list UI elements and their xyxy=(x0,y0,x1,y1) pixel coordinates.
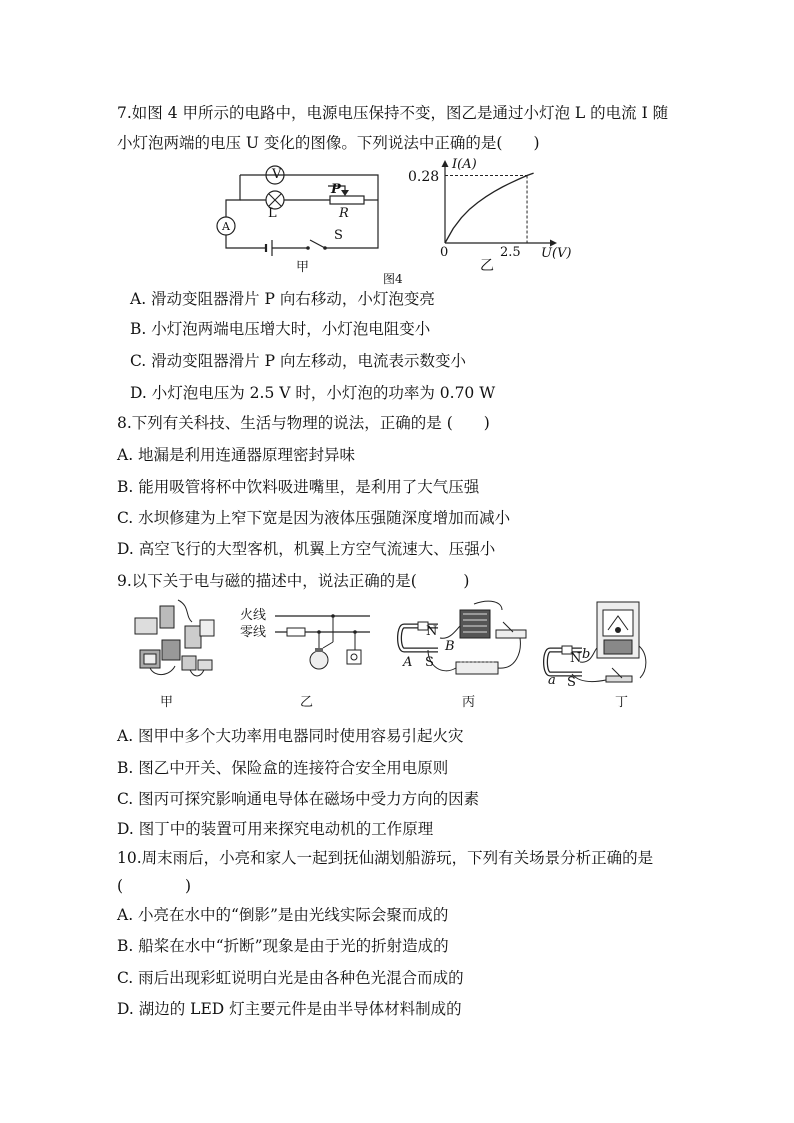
q7-option-b: B. 小灯泡两端电压增大时，小灯泡电阻变小 xyxy=(130,320,431,338)
y-axis-arrow xyxy=(442,160,449,167)
q9-caption-yi: 乙 xyxy=(300,695,314,710)
q9-caption-bing: 丙 xyxy=(462,695,476,710)
q10-stem-line1: 10.周末雨后，小亮和家人一起到抚仙湖划船游玩，下列有关场景分析正确的是 xyxy=(117,849,654,867)
graph-ylabel: I(A) xyxy=(452,157,477,172)
q8-option-a: A. 地漏是利用连通器原理密封异味 xyxy=(117,446,356,464)
q8-option-d: D. 高空飞行的大型客机，机翼上方空气流速大、压强小 xyxy=(117,540,496,558)
q7-stem-line2: 小灯泡两端的电压 U 变化的图像。下列说法中正确的是( ) xyxy=(117,134,540,152)
q10-option-b: B. 船桨在水中“折断”现象是由于光的折射造成的 xyxy=(117,937,449,955)
q7-ammeter-label: A xyxy=(222,220,230,233)
q8-option-b: B. 能用吸管将杯中饮料吸进嘴里，是利用了大气压强 xyxy=(117,478,480,496)
graph-y-tick: 0.28 xyxy=(408,169,440,185)
q7-option-d: D. 小灯泡电压为 2.5 V 时，小灯泡的功率为 0.70 W xyxy=(130,384,496,402)
q7-switch-label: S xyxy=(334,228,343,243)
q10-option-d: D. 湖边的 LED 灯主要元件是由半导体材料制成的 xyxy=(117,1000,462,1018)
q9-bing-b: B xyxy=(445,639,455,654)
q7-option-a: A. 滑动变阻器滑片 P 向右移动，小灯泡变亮 xyxy=(130,290,435,308)
q9-figure-jia xyxy=(130,598,220,688)
q10-option-a: A. 小亮在水中的“倒影”是由光线实际会聚而成的 xyxy=(117,906,449,924)
q9-caption-ding: 丁 xyxy=(615,695,629,710)
q9-fire-wire-label: 火线 xyxy=(240,608,267,623)
graph-xlabel: U(V) xyxy=(541,246,572,261)
q8-stem: 8.下列有关科技、生活与物理的说法，正确的是 ( ) xyxy=(117,414,490,432)
q7-slider-label: P xyxy=(331,182,341,197)
q7-figure-label: 图4 xyxy=(383,272,403,286)
q7-lamp-label: L xyxy=(268,206,277,221)
q7-resistor-label: R xyxy=(339,206,349,221)
q9-neutral-wire-label: 零线 xyxy=(240,625,267,640)
q10-option-c: C. 雨后出现彩虹说明白光是由各种色光混合而成的 xyxy=(117,969,464,987)
graph-caption: 乙 xyxy=(480,258,494,274)
q8-option-c: C. 水坝修建为上窄下宽是因为液体压强随深度增加而减小 xyxy=(117,509,511,527)
q9-figure-ding xyxy=(542,598,652,690)
q9-caption-jia: 甲 xyxy=(160,695,174,710)
q9-bing-n: N xyxy=(426,624,438,639)
graph-x-tick: 2.5 xyxy=(500,245,521,260)
q9-option-b: B. 图乙中开关、保险盒的连接符合安全用电原则 xyxy=(117,759,449,777)
q9-figure-bing xyxy=(398,600,538,690)
q9-option-d: D. 图丁中的装置可用来探究电动机的工作原理 xyxy=(117,820,434,838)
q7-voltmeter-label: V xyxy=(272,167,282,182)
q9-bing-a: A xyxy=(403,655,413,670)
q10-stem-line2: ( ) xyxy=(117,877,192,895)
q9-ding-s: S xyxy=(567,675,576,690)
q7-circuit-caption: 甲 xyxy=(296,260,310,275)
q7-stem-line1: 7.如图 4 甲所示的电路中，电源电压保持不变，图乙是通过小灯泡 L 的电流 I 随 xyxy=(117,104,669,122)
graph-origin: 0 xyxy=(440,245,449,260)
iu-curve xyxy=(445,173,534,243)
q7-option-c: C. 滑动变阻器滑片 P 向左移动，电流表示数变小 xyxy=(130,352,466,370)
q9-bing-s: S xyxy=(425,655,434,670)
q9-ding-n: N xyxy=(570,651,582,666)
q9-option-a: A. 图甲中多个大功率用电器同时使用容易引起火灾 xyxy=(117,727,464,745)
q9-ding-a: a xyxy=(548,673,556,688)
q9-ding-b: b xyxy=(582,647,591,662)
q9-stem: 9.以下关于电与磁的描述中，说法正确的是( ) xyxy=(117,572,470,590)
q9-option-c: C. 图丙可探究影响通电导体在磁场中受力方向的因素 xyxy=(117,790,480,808)
